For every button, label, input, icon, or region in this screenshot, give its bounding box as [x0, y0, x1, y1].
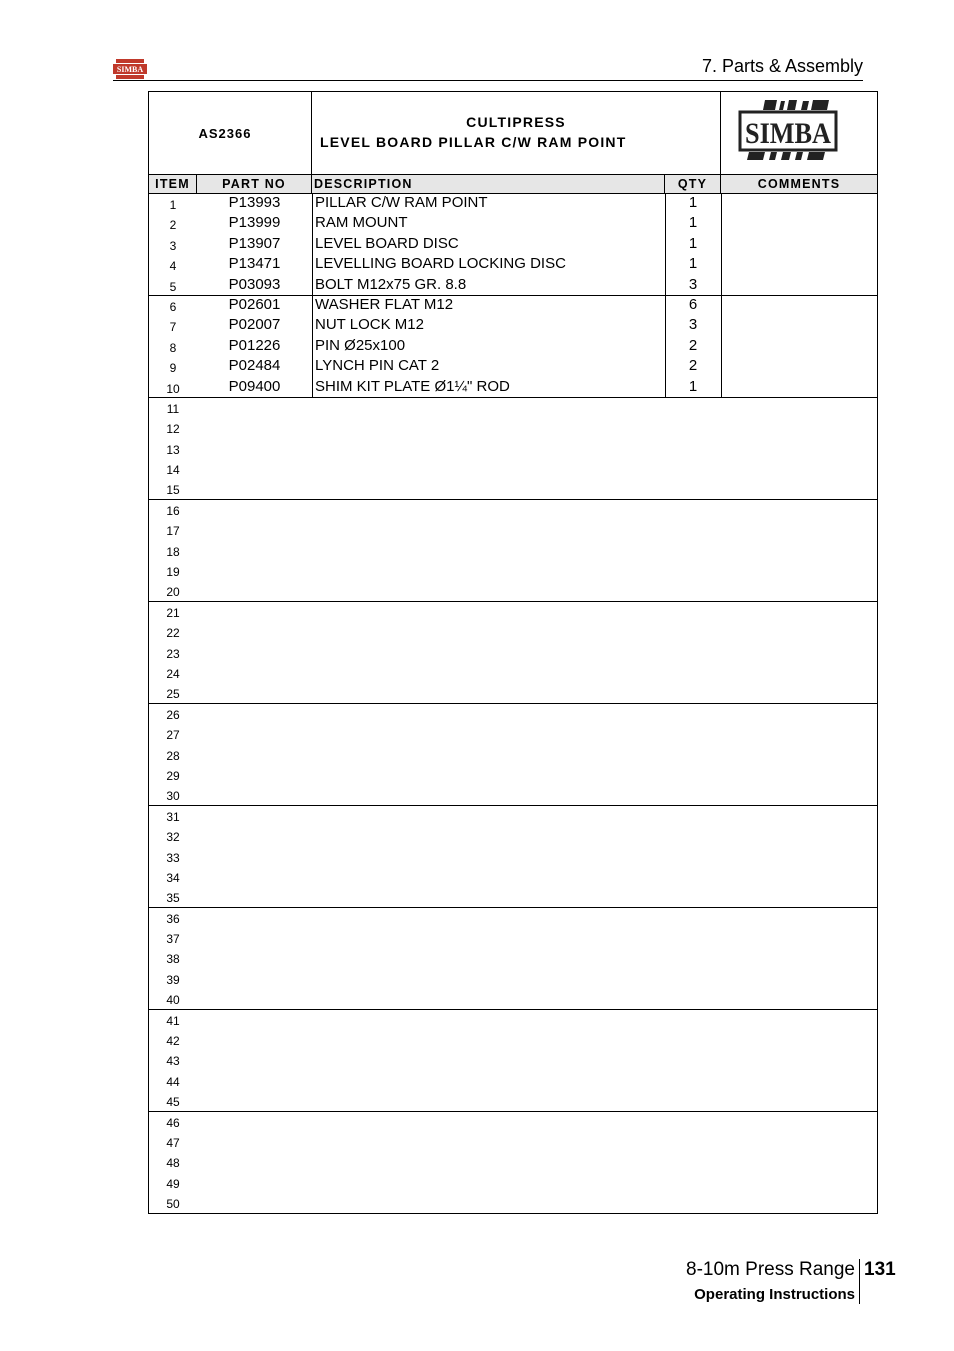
table-row: [149, 867, 877, 887]
table-row: [149, 785, 877, 805]
table-row: [149, 561, 877, 581]
part-quantity: 3: [688, 275, 698, 293]
table-row: [149, 724, 877, 744]
table-row: [149, 541, 877, 561]
item-number: 14: [166, 463, 180, 478]
table-row: [149, 581, 877, 601]
part-description: BOLT M12x75 GR. 8.8: [315, 275, 467, 293]
table-row: [149, 663, 877, 683]
part-description: WASHER FLAT M12: [315, 295, 454, 313]
part-number: P02007: [228, 316, 281, 334]
table-row: [149, 378, 877, 398]
table-row: [149, 908, 877, 928]
item-number: 31: [166, 809, 180, 824]
item-number: 3: [169, 238, 177, 253]
table-row: [149, 1091, 877, 1111]
table-row: [149, 602, 877, 622]
col-header-comments: COMMENTS: [757, 177, 841, 191]
part-number: P09400: [228, 377, 281, 395]
table-row: [149, 1050, 877, 1070]
section-title: 7. Parts & Assembly: [701, 56, 863, 76]
brand-logo-text: SIMBA: [745, 117, 832, 150]
item-number: 44: [166, 1074, 180, 1089]
item-number: 47: [166, 1135, 180, 1150]
table-row: [149, 683, 877, 703]
assembly-title-line1: CULTIPRESS: [466, 114, 566, 130]
table-row: [149, 1030, 877, 1050]
item-number: 11: [166, 401, 180, 416]
table-row: [149, 235, 877, 255]
column-header-row: [149, 174, 877, 194]
item-number: 8: [169, 340, 177, 355]
item-number: 20: [166, 585, 180, 600]
part-description: PILLAR C/W RAM POINT: [315, 194, 488, 211]
item-number: 22: [166, 626, 180, 641]
item-number: 43: [166, 1054, 180, 1069]
item-number: 38: [166, 952, 180, 967]
part-description: RAM MOUNT: [315, 214, 408, 232]
header-rule: [113, 80, 863, 81]
part-number: P13999: [228, 214, 281, 232]
item-number: 32: [166, 830, 180, 845]
item-number: 1: [169, 198, 177, 212]
table-row: [149, 500, 877, 520]
table-row: [149, 745, 877, 765]
part-description: LEVELLING BOARD LOCKING DISC: [315, 255, 566, 273]
item-number: 21: [166, 605, 180, 620]
item-number: 19: [166, 565, 180, 580]
item-number: 26: [166, 707, 180, 722]
table-row: [149, 948, 877, 968]
item-number: 30: [166, 789, 180, 804]
part-number: P13471: [228, 255, 281, 273]
item-number: 25: [166, 687, 180, 702]
part-quantity: 3: [688, 316, 698, 334]
item-number: 6: [169, 299, 177, 314]
table-row: [149, 276, 877, 296]
footer-divider: [859, 1259, 860, 1304]
table-row: [149, 765, 877, 785]
item-number: 24: [166, 666, 180, 681]
item-number: 50: [166, 1197, 180, 1212]
table-row: [149, 989, 877, 1009]
item-number: 48: [166, 1156, 180, 1171]
part-description: SHIM KIT PLATE Ø1¼" ROD: [315, 377, 510, 395]
parts-rows: [149, 194, 877, 1214]
table-row: [149, 969, 877, 989]
table-row: [149, 337, 877, 357]
footer-subtitle: Operating Instructions: [694, 1286, 855, 1303]
item-number: 10: [166, 381, 180, 396]
item-number: 39: [166, 972, 180, 987]
table-row: [149, 439, 877, 459]
table-row: [149, 847, 877, 867]
part-quantity: 1: [688, 214, 698, 232]
assembly-title-line2: LEVEL BOARD PILLAR C/W RAM POINT: [320, 134, 627, 150]
table-row: [149, 398, 877, 418]
item-number: 4: [169, 259, 177, 274]
item-number: 12: [166, 422, 180, 437]
table-row: [149, 1132, 877, 1152]
table-row: [149, 622, 877, 642]
item-number: 18: [166, 544, 180, 559]
item-number: 15: [166, 483, 180, 498]
footer-product: 8-10m Press Range: [686, 1259, 855, 1280]
item-number: 45: [166, 1095, 180, 1110]
item-number: 5: [169, 279, 177, 294]
table-row: [149, 316, 877, 336]
part-quantity: 1: [688, 377, 698, 395]
item-number: 28: [166, 748, 180, 763]
part-number: P02484: [228, 357, 281, 375]
item-number: 46: [166, 1115, 180, 1130]
item-number: 40: [166, 993, 180, 1008]
part-description: LEVEL BOARD DISC: [315, 234, 459, 252]
part-number: P13993: [228, 194, 281, 211]
table-row: [149, 1152, 877, 1172]
table-row: [149, 1071, 877, 1091]
item-number: 13: [166, 442, 180, 457]
item-number: 16: [166, 503, 180, 518]
col-header-part-no: PART NO: [197, 175, 312, 193]
col-header-qty: QTY: [665, 175, 721, 193]
table-row: [149, 704, 877, 724]
part-number: P13907: [228, 234, 281, 252]
assembly-code: AS2366: [149, 92, 312, 174]
item-number: 42: [166, 1034, 180, 1049]
part-quantity: 2: [688, 336, 698, 354]
part-number: P01226: [228, 336, 281, 354]
col-header-item: ITEM: [149, 175, 197, 193]
table-row: [149, 214, 877, 234]
page-number: 131: [864, 1259, 896, 1280]
item-number: 34: [166, 870, 180, 885]
item-number: 23: [166, 646, 180, 661]
part-number: P03093: [228, 275, 281, 293]
parts-sheet: [148, 91, 878, 1214]
table-row: [149, 194, 877, 214]
part-description: PIN Ø25x100: [315, 336, 406, 354]
item-number: 9: [169, 361, 177, 376]
item-number: 27: [166, 728, 180, 743]
item-number: 2: [169, 218, 177, 233]
table-row: [149, 255, 877, 275]
simba-brand-logo: [721, 92, 877, 174]
part-quantity: 1: [688, 194, 698, 211]
item-number: 41: [166, 1013, 180, 1028]
table-row: [149, 418, 877, 438]
table-row: [149, 1010, 877, 1030]
item-number: 29: [166, 768, 180, 783]
part-description: LYNCH PIN CAT 2: [315, 357, 440, 375]
title-block: [149, 92, 877, 174]
part-number: P02601: [228, 295, 281, 313]
table-row: [149, 296, 877, 316]
table-row: [149, 826, 877, 846]
table-row: [149, 806, 877, 826]
assembly-title: [312, 92, 721, 174]
table-row: [149, 1193, 877, 1213]
table-row: [149, 1173, 877, 1193]
item-number: 35: [166, 891, 180, 906]
small-logo-text: SIMBA: [116, 65, 144, 74]
table-row: [149, 520, 877, 540]
item-number: 33: [166, 850, 180, 865]
table-row: [149, 928, 877, 948]
table-row: [149, 887, 877, 907]
item-number: 36: [166, 911, 180, 926]
part-description: NUT LOCK M12: [315, 316, 424, 334]
table-row: [149, 643, 877, 663]
table-row: [149, 479, 877, 499]
part-quantity: 1: [688, 255, 698, 273]
table-row: [149, 1112, 877, 1132]
table-row: [149, 459, 877, 479]
item-number: 49: [166, 1176, 180, 1191]
part-quantity: 1: [688, 234, 698, 252]
item-number: 17: [166, 524, 180, 539]
col-header-description: DESCRIPTION: [312, 175, 665, 193]
part-quantity: 2: [688, 357, 698, 375]
item-number: 7: [169, 320, 177, 335]
part-quantity: 6: [688, 295, 698, 313]
table-row: [149, 357, 877, 377]
simba-small-logo: [113, 59, 147, 79]
item-number: 37: [166, 932, 180, 947]
